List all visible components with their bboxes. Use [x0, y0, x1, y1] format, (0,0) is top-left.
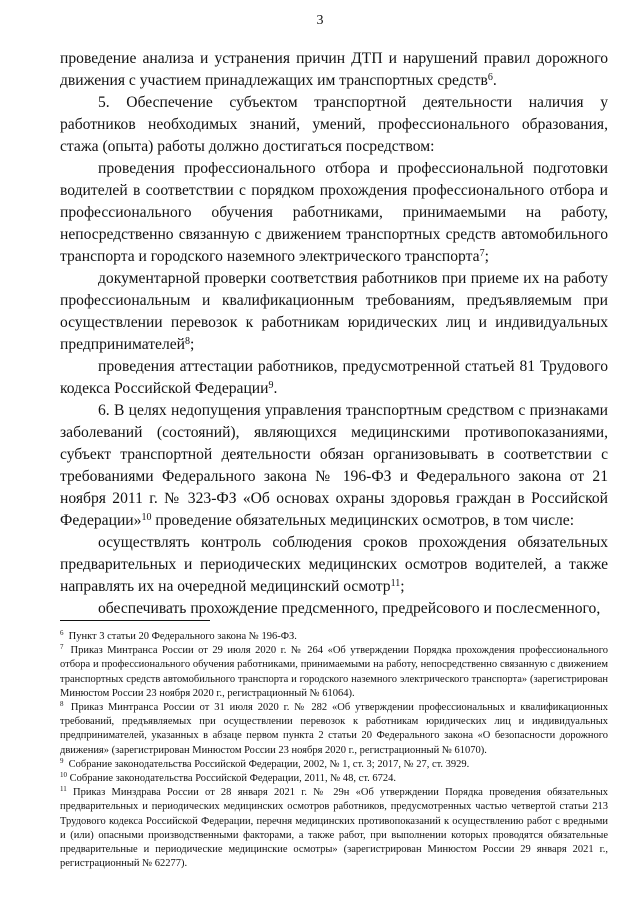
paragraph: обеспечивать прохождение предсменного, предрейсового и послесменного,	[98, 600, 601, 617]
paragraph: документарной проверки соответствия работников при приеме их на работу профессиональным и квалификационным требованиям, предъявляемым при осуществлении перевозок к работникам юридических лиц и индивидуальных предпринимателей$^8$;	[60, 270, 608, 353]
footnote-ref: 9	[268, 380, 274, 391]
footnote-separator	[60, 620, 210, 621]
paragraph: осуществлять контроль соблюдения сроков прохождения обязательных предварительных и периодических медицинских осмотров водителей, а также направлять их на очередной медицинский осмотр$^{11}$;	[60, 534, 608, 595]
paragraph: 6. В целях недопущения управления транспортным средством с признаками заболеваний (состояний), являющихся медицинскими противопоказаниями, субъект транспортной деятельности обязан организовывать в соответствии с требованиями Федерального закона № 196-ФЗ и Федерального закона от 21 ноября 2011 г. № 323-ФЗ «Об основах охраны здоровья граждан в Российской Федерации»$^{10}$ проведение обязательных медицинских осмотров, в том числе:	[60, 402, 608, 529]
document-body	[60, 48, 608, 620]
paragraph: проведения аттестации работников, предусмотренной статьей 81 Трудового кодекса Российской Федерации$^9$.	[60, 358, 608, 397]
paragraph: проведение анализа и устранения причин ДТП и нарушений правил дорожного движения с участием принадлежащих им транспортных средств$^6$.	[60, 50, 608, 89]
footnote-ref: 11	[390, 578, 401, 589]
footnote-ref: 8	[185, 336, 191, 347]
footnote-ref: 6	[487, 72, 493, 83]
paragraph: проведения профессионального отбора и профессиональной подготовки водителей в соответствии с порядком прохождения профессионального отбора и профессионального обучения работниками, принимаемыми на работу, непосредственно связанную с движением транспортных средств автомобильного транспорта и городского наземного электрического транспорта$^7$;	[60, 160, 608, 265]
footnote: $^{10}$ Собрание законодательства Российской Федерации, 2011, № 48, ст. 6724.	[60, 771, 397, 785]
footnote-ref: 10	[141, 512, 152, 523]
footnote: $^6$ Пункт 3 статьи 20 Федерального закона № 196-ФЗ.	[60, 629, 297, 642]
footnote-ref: 7	[479, 248, 485, 259]
footnote: $^8$ Приказ Минтранса России от 31 июля 2020 г. № 282 «Об утверждении профессиональных и квалификационных требований, предъявляемых при осуществлении перевозок к работникам юридических лиц и индивидуальных предпринимателей, указанных в абзаце первом пункта 2 статьи 20 Федерального закона «О безопасности дорожного движения» (зарегистрирован Минюстом России 23 ноября 2020 г., регистрационный № 61070).	[60, 700, 609, 756]
footnote: $^7$ Приказ Минтранса России от 29 июля 2020 г. № 264 «Об утверждении Порядка прохождения профессионального отбора и профессионального обучения работниками, принимаемыми на работу, непосредственно связанную с движением транспортных средств автомобильного транспорта и городского наземного электрического транспорта» (зарегистрирован Минюстом России 23 ноября 2020 г., регистрационный № 61064).	[60, 643, 608, 699]
page-number: 3	[316, 13, 324, 28]
footnotes	[60, 630, 608, 871]
footnote: $^{11}$ Приказ Минздрава России от 28 января 2021 г. № 29н «Об утверждении Порядка проведения обязательных предварительных и периодических медицинских осмотров работников, предусмотренных частью четвертой статьи 213 Трудового кодекса Российской Федерации, перечня медицинских противопоказаний к осуществлению работ с вредными и (или) опасными производственными факторами, а также работ, при выполнении которых проводятся обязательные предварительные и периодические медицинские осмотры» (зарегистрирован Минюстом России 29 января 2021 г., регистрационный № 62277).	[60, 785, 609, 870]
footnote: $^9$ Собрание законодательства Российской Федерации, 2002, № 1, ст. 3; 2017, № 27, ст. 3929.	[60, 756, 470, 770]
paragraph: 5. Обеспечение субъектом транспортной деятельности наличия у работников необходимых знаний, умений, профессионального образования, стажа (опыта) работы должно достигаться посредством:	[60, 94, 608, 155]
